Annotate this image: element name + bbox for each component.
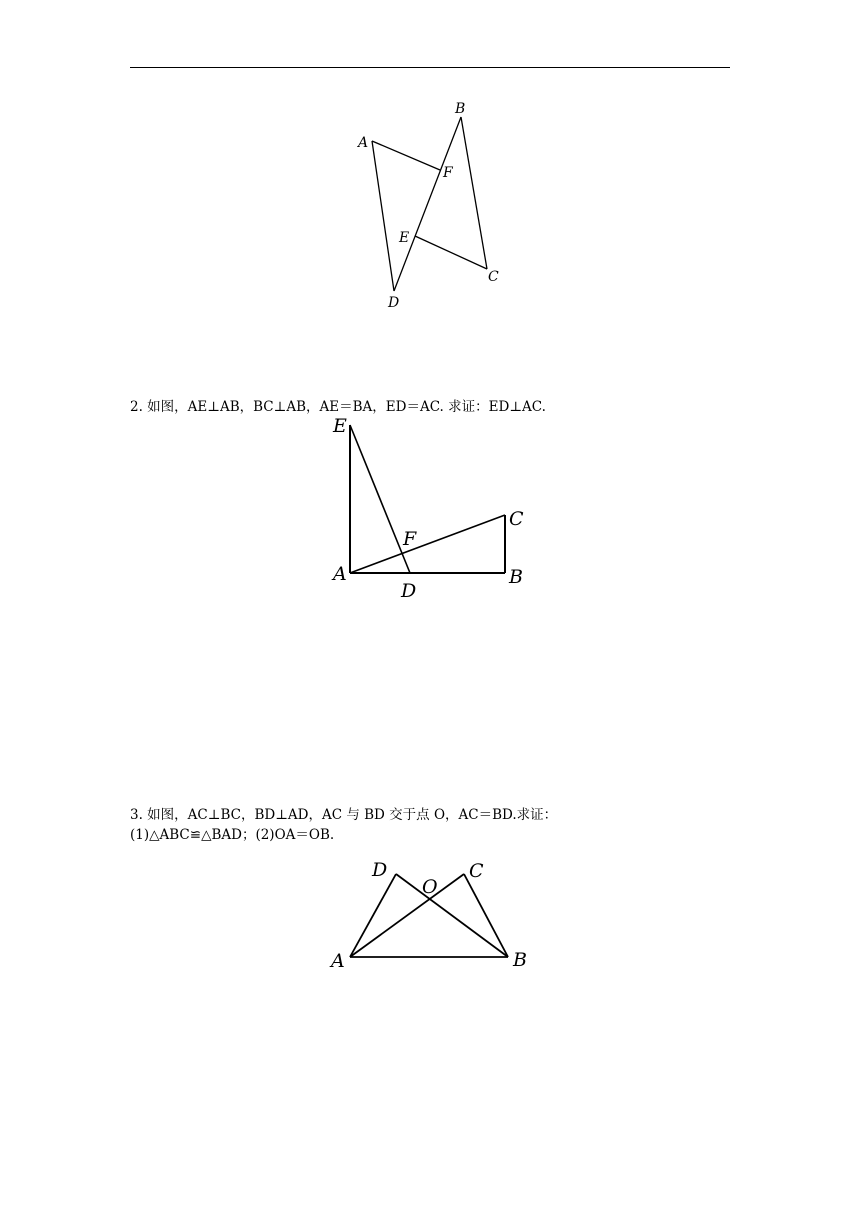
segment-ED	[350, 425, 410, 573]
segment-EC	[415, 236, 487, 269]
label-A: A	[333, 563, 347, 585]
label-E: E	[399, 230, 410, 246]
label-D: D	[372, 859, 388, 881]
segment-AD	[372, 141, 394, 291]
label-C: C	[469, 860, 484, 882]
header-rule	[130, 67, 730, 68]
segment-BD	[394, 117, 461, 291]
label-B: B	[455, 101, 466, 117]
segment-BC	[461, 117, 487, 269]
label-F: F	[403, 528, 417, 550]
problem-3-statement-line2: (1)△ABC≌△BAD；(2)OA＝OB.	[130, 827, 335, 843]
label-B: B	[509, 566, 523, 588]
label-D: D	[401, 580, 417, 602]
label-O: O	[422, 876, 438, 898]
segment-AF	[372, 141, 440, 170]
segment-DB	[396, 874, 508, 957]
segment-AC	[350, 874, 464, 957]
segment-AD	[350, 874, 396, 957]
problem-2-statement: 2. 如图，AE⊥AB，BC⊥AB，AE＝BA，ED＝AC. 求证：ED⊥AC.	[130, 399, 546, 415]
label-B: B	[513, 949, 527, 971]
label-F: F	[443, 165, 453, 181]
label-E: E	[333, 415, 347, 437]
label-C: C	[488, 269, 499, 285]
label-C: C	[509, 508, 524, 530]
problem-3-statement-line1: 3. 如图，AC⊥BC，BD⊥AD，AC 与 BD 交于点 O，AC＝BD.求证：	[130, 807, 558, 823]
label-A: A	[358, 135, 369, 151]
label-D: D	[388, 295, 400, 311]
segment-AC	[350, 515, 505, 573]
segment-CB	[464, 874, 508, 957]
label-A: A	[331, 950, 345, 972]
